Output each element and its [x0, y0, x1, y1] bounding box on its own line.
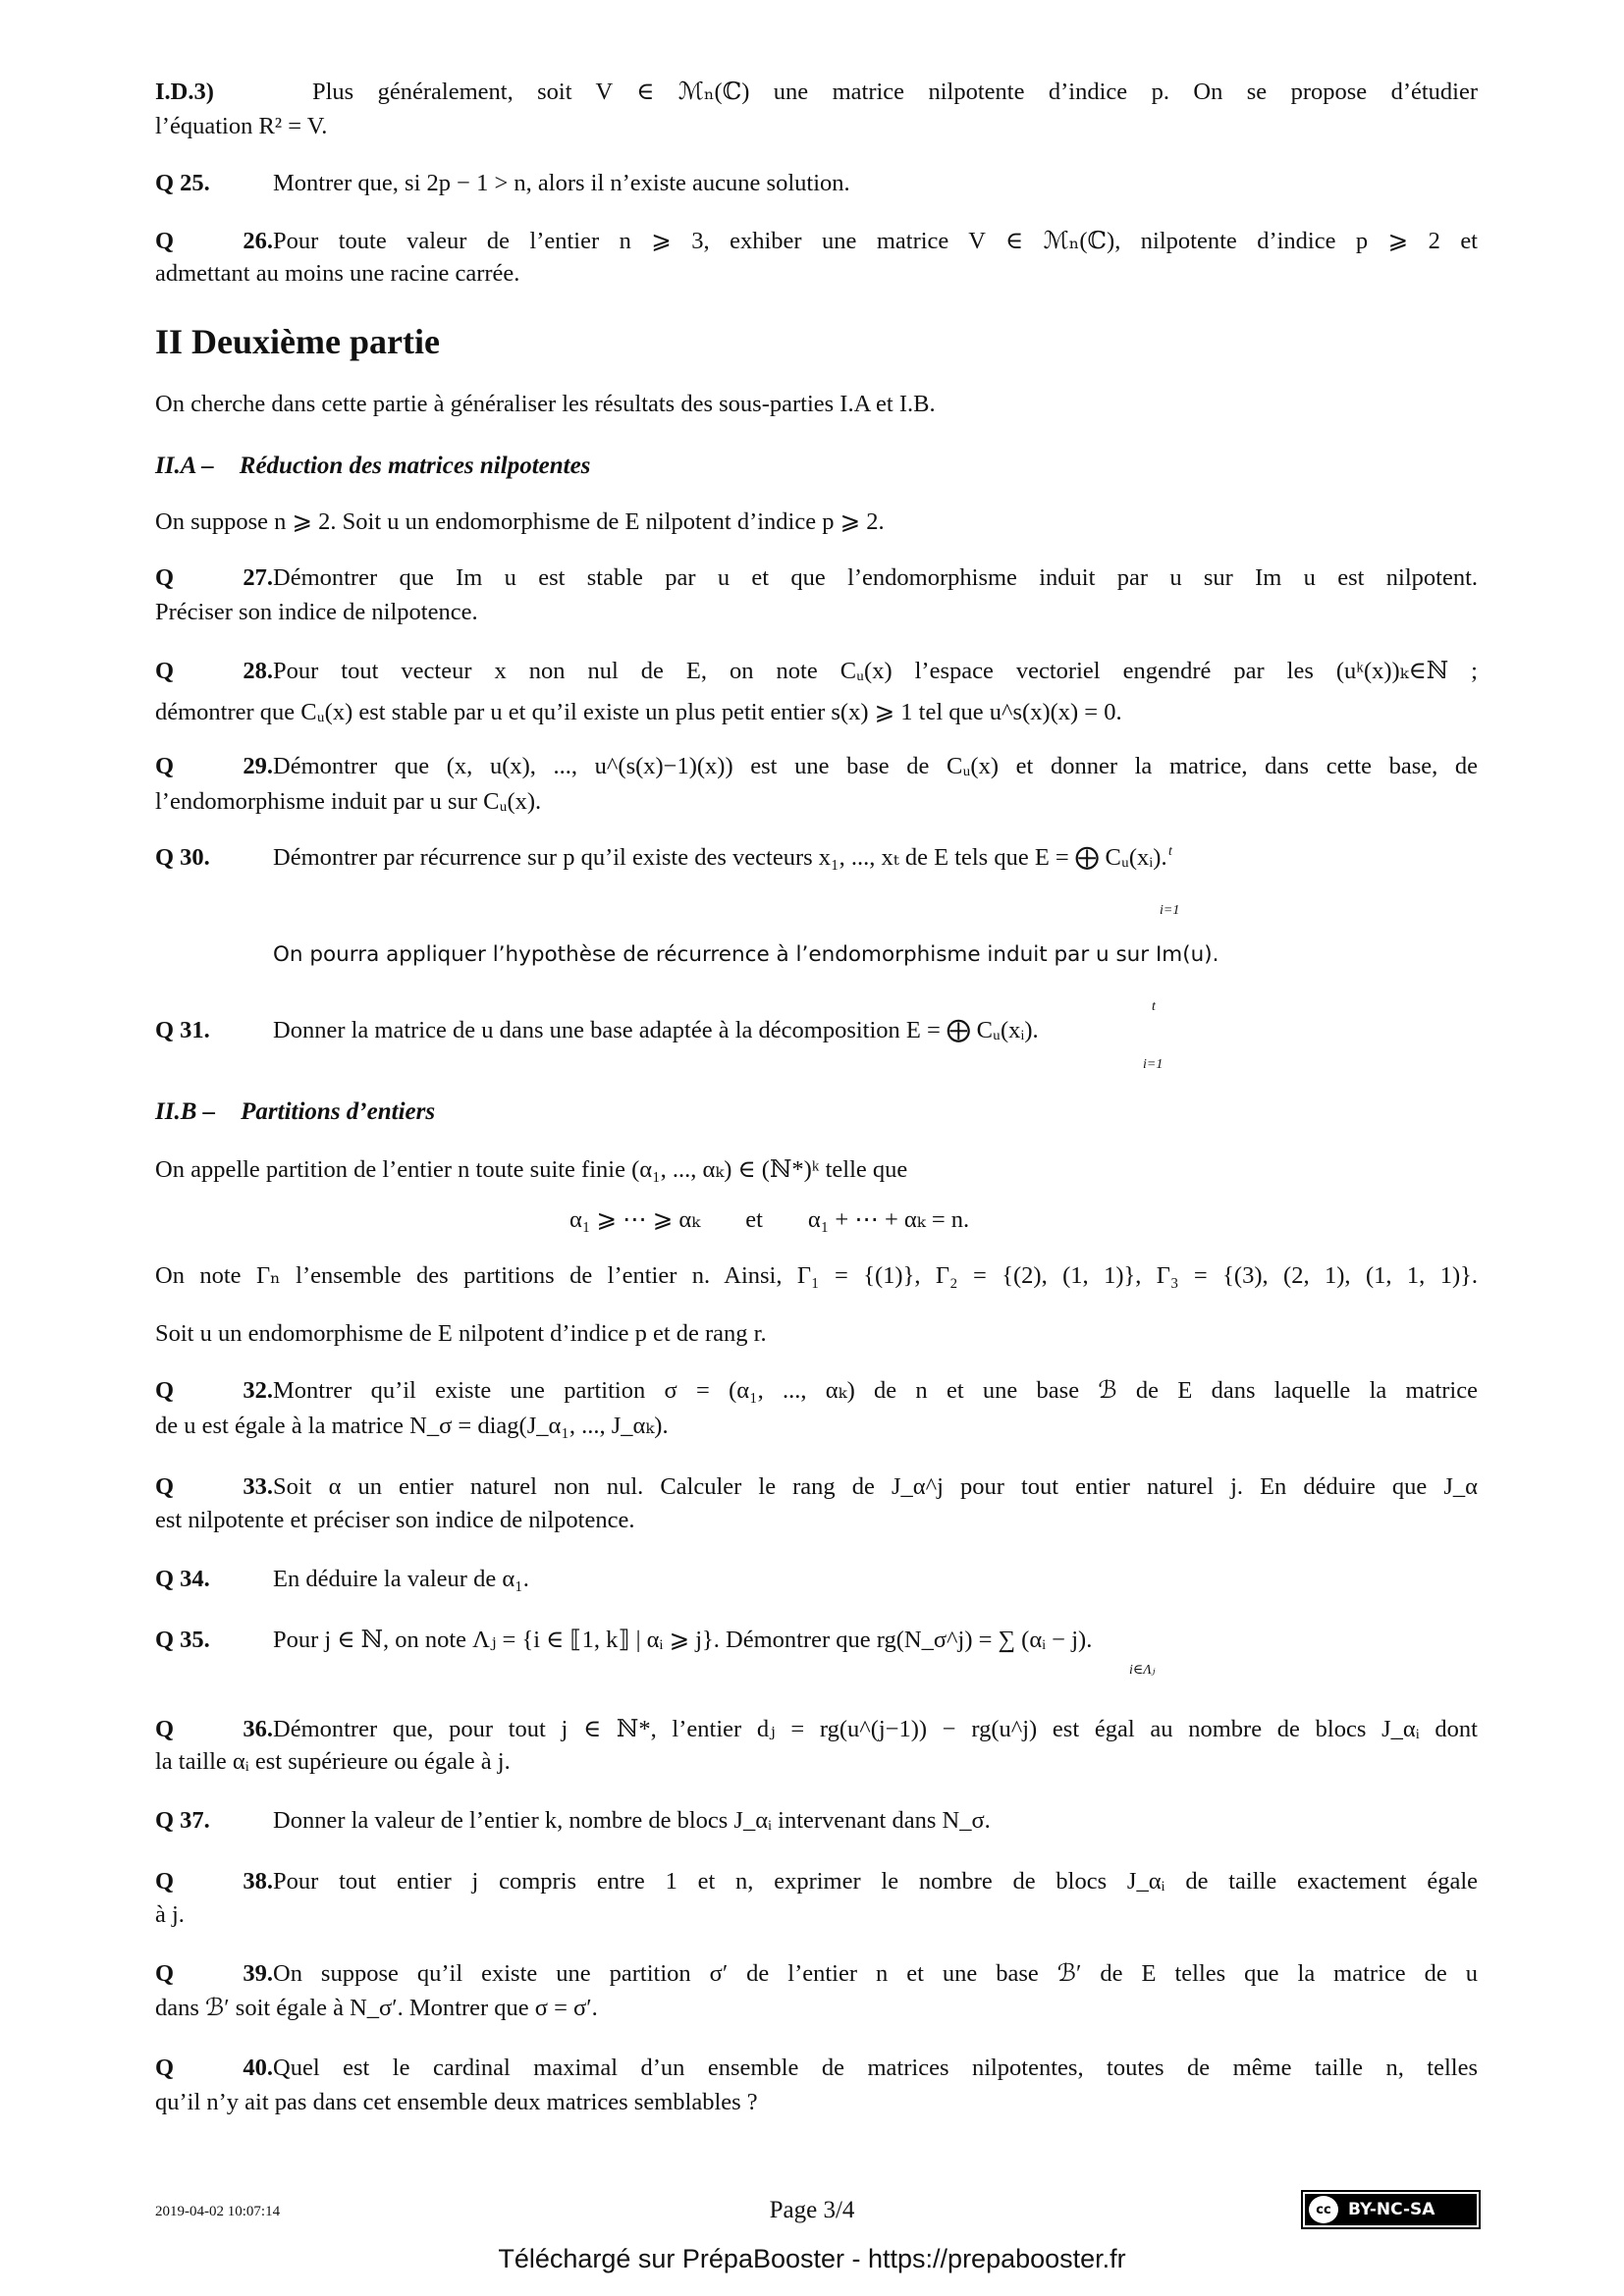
question-30 — [155, 846, 1478, 871]
question-37 — [155, 1809, 1478, 1834]
question-text: Pour tout vecteur x non nul de E, on note Cᵤ(x) l’espace vectoriel engendré par les (uᵏ(x))ₖ∈ℕ ; — [273, 658, 1478, 684]
question-text: Démontrer que Im u est stable par u et que l’endomorphisme induit par u sur Im u est nilpotent. — [273, 564, 1478, 591]
display-equation — [569, 1208, 969, 1233]
question-label: Q 34. — [155, 1566, 210, 1592]
section-label: I.D.3) — [155, 79, 214, 105]
section-id3-line2: l’équation R² = V. — [155, 113, 328, 139]
gamma-definition: On note Γₙ l’ensemble des partitions de l’entier n. Ainsi, Γ₁ = {(1)}, Γ₂ = {(2), (1, 1)}, Γ₃ = {(3), (2, 1), (1, 1, 1)}. — [155, 1262, 1478, 1289]
question-26 — [155, 230, 1478, 254]
question-text: Quel est le cardinal maximal d’un ensemble de matrices nilpotentes, toutes de même taille n, telles — [273, 2055, 1478, 2081]
question-label: Q 30. — [155, 844, 210, 871]
footer-timestamp: 2019-04-02 10:07:14 — [155, 2204, 281, 2219]
question-label: Q 35. — [155, 1627, 210, 1653]
question-31 — [155, 1019, 1478, 1043]
question-text: Pour j ∈ ℕ, on note Λⱼ = {i ∈ ⟦1, k⟧ | αᵢ ⩾ j}. Démontrer que rg(N_σ^j) = ∑ (αᵢ − j). — [273, 1627, 1093, 1653]
part-intro: On cherche dans cette partie à généraliser les résultats des sous-parties I.A et I.B. — [155, 391, 936, 417]
subsection-title: Partitions d’entiers — [241, 1098, 436, 1125]
section-id3-line1 — [155, 80, 1478, 105]
subsection-heading-IIA — [155, 454, 1478, 478]
license-badge — [1303, 2192, 1479, 2227]
license-text: BY-NC-SA — [1348, 2200, 1435, 2219]
question-text: Démontrer par récurrence sur p qu’il existe des vecteurs x₁, ..., xₜ de E tels que E = ⨁ Cᵤ(xᵢ). — [273, 844, 1167, 871]
display-left: α₁ ⩾ ⋯ ⩾ αₖ — [569, 1206, 701, 1233]
section-text: Plus généralement, soit V ∈ ℳₙ(ℂ) une matrice nilpotente d’indice p. On se propose d’étudier — [312, 79, 1478, 105]
question-label: Q 38. — [155, 1868, 273, 1895]
question-28 — [155, 660, 1478, 684]
endomorphism-statement: Soit u un endomorphisme de E nilpotent d’indice p et de rang r. — [155, 1320, 767, 1347]
question-27-cont: Préciser son indice de nilpotence. — [155, 599, 478, 625]
question-label: Q 36. — [155, 1716, 273, 1742]
question-27 — [155, 566, 1478, 591]
question-text: En déduire la valeur de α₁. — [273, 1566, 529, 1592]
question-28-cont: démontrer que Cᵤ(x) est stable par u et qu’il existe un plus petit entier s(x) ⩾ 1 tel que u^s(x)(x) = 0. — [155, 699, 1122, 725]
question-40-cont: qu’il n’y ait pas dans cet ensemble deux matrices semblables ? — [155, 2089, 758, 2115]
question-text: Donner la valeur de l’entier k, nombre de blocs J_αᵢ intervenant dans N_σ. — [273, 1807, 991, 1834]
part-title: II Deuxième partie — [155, 322, 440, 361]
question-label: Q 37. — [155, 1807, 210, 1834]
question-label: Q 32. — [155, 1377, 273, 1404]
subsection-heading-IIB — [155, 1099, 1478, 1124]
question-33 — [155, 1475, 1478, 1500]
question-35 — [155, 1629, 1478, 1653]
question-text: Démontrer que (x, u(x), ..., u^(s(x)−1)(x)) est une base de Cᵤ(x) et donner la matrice, dans cette base, de — [273, 753, 1478, 779]
question-label: Q 27. — [155, 564, 273, 591]
question-text: Donner la matrice de u dans une base adaptée à la décomposition E = ⨁ Cᵤ(xᵢ). — [273, 1017, 1039, 1043]
question-text: Soit α un entier naturel non nul. Calculer le rang de J_α^j pour tout entier naturel j. En déduire que J_α — [273, 1473, 1478, 1500]
question-text: Montrer que, si 2p − 1 > n, alors il n’existe aucune solution. — [273, 170, 850, 196]
question-text: Pour tout entier j compris entre 1 et n, exprimer le nombre de blocs J_αᵢ de taille exactement égale — [273, 1868, 1478, 1895]
question-label: Q 25. — [155, 170, 210, 196]
question-25 — [155, 172, 1478, 196]
question-39-cont: dans ℬ′ soit égale à N_σ′. Montrer que σ = σ′. — [155, 1995, 598, 2021]
question-33-cont: est nilpotente et préciser son indice de nilpotence. — [155, 1507, 635, 1533]
sum-upper-limit: t — [1168, 844, 1172, 859]
partition-definition: On appelle partition de l’entier n toute suite finie (α₁, ..., αₖ) ∈ (ℕ*)ᵏ telle que — [155, 1156, 908, 1183]
question-26-cont: admettant au moins une racine carrée. — [155, 260, 520, 287]
question-label: Q 39. — [155, 1960, 273, 1987]
page-number: Page 3/4 — [769, 2197, 855, 2223]
question-30-hint: On pourra appliquer l’hypothèse de récurrence à l’endomorphisme induit par u sur Im(u). — [273, 942, 1219, 967]
question-label: Q 28. — [155, 658, 273, 684]
question-label: Q 29. — [155, 753, 273, 779]
question-38 — [155, 1870, 1478, 1895]
question-29 — [155, 755, 1478, 779]
question-32-cont: de u est égale à la matrice N_σ = diag(J_α₁, ..., J_αₖ). — [155, 1413, 669, 1439]
question-label: Q 40. — [155, 2055, 273, 2081]
subsection-intro: On suppose n ⩾ 2. Soit u un endomorphisme de E nilpotent d’indice p ⩾ 2. — [155, 508, 885, 535]
subsection-label: II.B – — [155, 1098, 216, 1125]
display-mid: et — [745, 1206, 763, 1233]
sum-lower-limit: i=1 — [1160, 903, 1180, 918]
download-note: Téléchargé sur PrépaBooster - https://prepabooster.fr — [498, 2244, 1126, 2273]
question-text: Montrer qu’il existe une partition σ = (α₁, ..., αₖ) de n et une base ℬ de E dans laquelle la matrice — [273, 1377, 1478, 1404]
question-32 — [155, 1379, 1478, 1404]
sum-lower-limit: i=1 — [1143, 1057, 1164, 1072]
question-34 — [155, 1568, 1478, 1592]
question-label: Q 26. — [155, 228, 273, 254]
question-36 — [155, 1718, 1478, 1742]
subsection-label: II.A – — [155, 453, 214, 479]
subsection-title: Réduction des matrices nilpotentes — [239, 453, 591, 479]
question-text: Démontrer que, pour tout j ∈ ℕ*, l’entier dⱼ = rg(u^(j−1)) − rg(u^j) est égal au nombre de blocs J_αᵢ dont — [273, 1716, 1478, 1742]
display-right: α₁ + ⋯ + αₖ = n. — [807, 1206, 970, 1233]
question-text: On suppose qu’il existe une partition σ′ de l’entier n et une base ℬ′ de E telles que la matrice de u — [273, 1960, 1478, 1987]
sum-upper-limit: t — [1152, 999, 1156, 1014]
question-40 — [155, 2056, 1478, 2081]
question-label: Q 31. — [155, 1017, 210, 1043]
sum-lower-limit: i∈Λⱼ — [1129, 1663, 1156, 1678]
question-39 — [155, 1962, 1478, 1987]
question-label: Q 33. — [155, 1473, 273, 1500]
question-36-cont: la taille αᵢ est supérieure ou égale à j. — [155, 1748, 511, 1775]
question-text: Pour toute valeur de l’entier n ⩾ 3, exhiber une matrice V ∈ ℳₙ(ℂ), nilpotente d’indice p ⩾ 2 et — [273, 228, 1478, 254]
question-38-cont: à j. — [155, 1901, 185, 1928]
cc-icon: cc — [1307, 2194, 1340, 2225]
question-29-cont: l’endomorphisme induit par u sur Cᵤ(x). — [155, 788, 542, 815]
